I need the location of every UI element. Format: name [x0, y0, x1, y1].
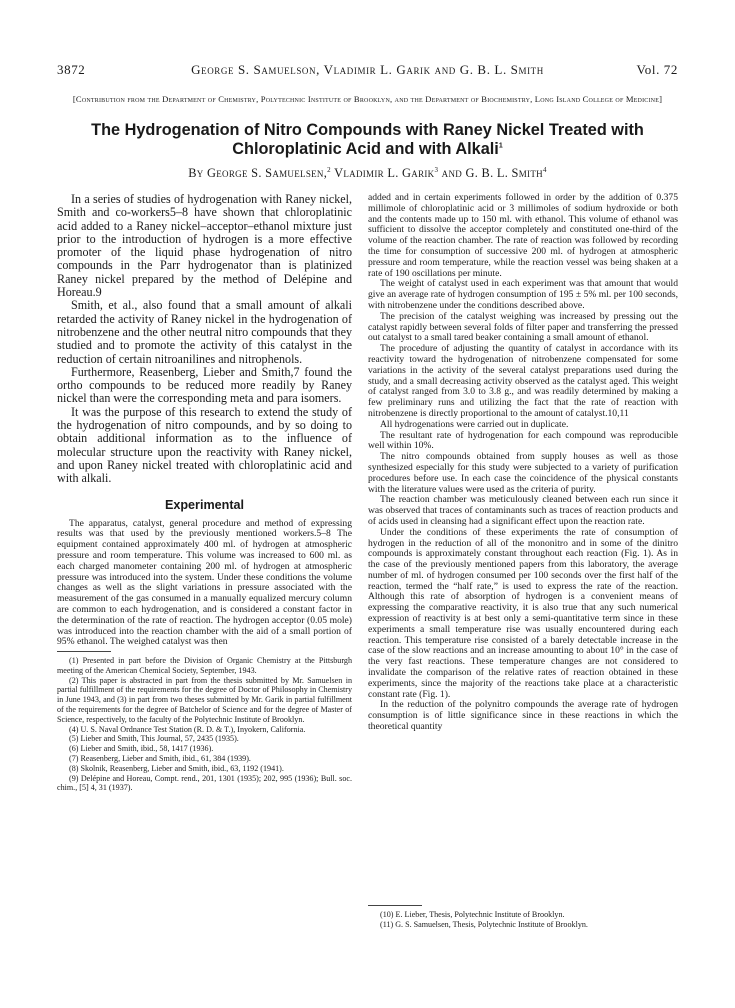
- running-head: [57, 62, 678, 80]
- right-paragraph-10: In the reduction of the polynitro compounds the average rate of hydrogen consumption is of little significance since in these reactions in which the theoretical quantity: [368, 699, 678, 733]
- right-footnotes: [368, 902, 678, 930]
- intro-paragraph-3: Furthermore, Reasenberg, Lieber and Smith,7 found the ortho compounds to be reduced more readily by Raney nickel than were the corresponding meta and para isomers.: [57, 364, 352, 406]
- footnote-divider-right: [368, 905, 422, 906]
- intro-paragraph-4: It was the purpose of this research to extend the study of the hydrogenation of nitro compounds, and by so doing to obtain additional information as to the influence of molecular structure upon the reactivity with Raney nickel, and upon Raney nickel treated with chloroplatinic acid and with alkali.: [57, 404, 352, 486]
- left-column: [57, 193, 352, 793]
- footnote-10: (10) E. Lieber, Thesis, Polytechnic Institute of Brooklyn.: [380, 910, 565, 919]
- section-heading-experimental: Experimental: [164, 497, 245, 512]
- right-paragraph-2: The weight of catalyst used in each experiment was that amount that would give an average rate of hydrogen consumption of 195 ± 5% ml. per 100 seconds, with nitrobenzene under the conditions described above.: [368, 278, 678, 311]
- contribution-line: [Contribution from the Department of Chemistry, Polytechnic Institute of Brooklyn, and the Department of Biochemistry, Long Island College of Medicine]: [72, 94, 663, 104]
- article-title-text: The Hydrogenation of Nitro Compounds with Raney Nickel Treated with Chloroplatinic Acid and with Alkali: [91, 121, 644, 158]
- footnote-9: (9) Delépine and Horeau, Compt. rend., 201, 1301 (1935); 202, 995 (1936); Bull. soc. chim., [5] 4, 31 (1937).: [57, 773, 352, 793]
- right-paragraph-8: The reaction chamber was meticulously cleaned between each run since it was observed that traces of contaminants such as traces of reaction products and of acids used in cleansing had a significant effect upon the reaction rate.: [368, 494, 678, 527]
- footnote-5: (5) Lieber and Smith, This Journal, 57, 2435 (1935).: [69, 734, 239, 744]
- footnote-2: (2) This paper is abstracted in part from the thesis submitted by Mr. Samuelsen in partial fulfillment of the requirements for the degree of Doctor of Philosophy in Chemistry in June 1943, and (3) in part from two theses submitted by Mr. Garik in partial fulfillment of the requirements for the degree of Batchelor of Science and for the degree of Master of Science, respectively, to the faculty of the Polytechnic Institute of Brooklyn.: [57, 675, 352, 724]
- right-paragraph-4: The procedure of adjusting the quantity of catalyst in accordance with its reactivity toward the hydrogenation of nitrobenzene compensated for some variations in the activity of the several catalyst preparations used during the study, and a small decreasing activity observed as the catalyst aged. This weight of catalyst ranged from 3.0 to 3.8 g., and was readily determined by making a few preliminary runs and utilizing the fact that the rate of reaction with nitrobenzene is directly proportional to the amount of catalyst.10,11: [368, 343, 678, 419]
- byline-fn-4: 4: [542, 165, 547, 174]
- intro-paragraph-1: In a series of studies of hydrogenation with Raney nickel, Smith and co-workers5–8 have shown that chloroplatinic acid added to a Raney nickel–acceptor–ethanol mixture just prior to the introduction of hydrogen is a more effective promoter of the liquid phase hydrogenation of nitro compounds in the Parr hydrogenator than is platinized Raney nickel prepared by the method of Delépine and Horeau.9: [57, 192, 352, 300]
- byline-fn-3: 3: [434, 165, 439, 174]
- footnote-4: (4) U. S. Naval Ordnance Test Station (R. D. & T.), Inyokern, California.: [69, 724, 306, 734]
- right-paragraph-9: Under the conditions of these experiments the rate of consumption of hydrogen in the reduction of all of the mononitro and in some of the dinitro compounds is approximately constant throughout each reaction (Fig. 1). As in the case of the previously mentioned papers from this laboratory, the average number of ml. of hydrogen consumed per 100 seconds over the first half of the reaction, termed the “half rate,” is used to express the rate of the reaction. Although this rate of absorption of hydrogen is a convenient means of expressing the comparative reactivity, it is also true that any such numerical expression of reactivity is at best only a semi-quantitative term since in these experiments a small temperature rise was usually encountered during each reaction. This temperature rise consisted of a barely detectable increase in the case of the slow reactions and an increase amounting to about 10° in the case of the very fast reactions. These temperature changes are not considered to invalidate the comparison of the relative rates of reaction obtained in these experiments, since the majority of the reactions take place at a characteristic constant rate (Fig. 1).: [368, 526, 678, 700]
- byline-fn-2: 2: [327, 165, 331, 174]
- intro-paragraph-2: Smith, et al., also found that a small amount of alkali retarded the activity of Raney nickel in the hydrogenation of nitrobenzene and the other neutral nitro compounds that they studied and to promote the activity of this catalyst in the reduction of certain nitroanilines and nitrophenols.: [57, 298, 352, 366]
- right-paragraph-5: All hydrogenations were carried out in duplicate.: [380, 418, 569, 430]
- byline-prefix: By George S. Samuelsen,: [188, 166, 328, 180]
- right-paragraph-3: The precision of the catalyst weighing was increased by pressing out the catalyst rapidly between several folds of filter paper and transferring the pressed out catalyst to a small tared beaker containing a small amount of ethanol.: [368, 310, 678, 344]
- right-paragraph-6: The resultant rate of hydrogenation for each compound was reproducible well within 10%.: [368, 429, 678, 452]
- experimental-paragraph: The apparatus, catalyst, general procedure and method of expressing results was that used by the previously mentioned workers.5–8 The equipment contained approximately 400 ml. of hydrogen at atmospheric pressure and room temperature. This volume was increased to 600 ml. as each charged manometer containing 200 ml. of hydrogen at atmospheric pressure was introduced into the system. Under these conditions the volume changes as well as the slight variations in pressure associated with the measurement of the gas consumed in a manually equalized mercury column are common to each hydrogenation, and is considered a constant factor in the determination of the rate of reaction. The hydrogen acceptor (0.05 mole) was introduced into the reaction chamber with the aid of a small portion of 95% ethanol. The weighed catalyst was then: [57, 517, 352, 648]
- page-number: 3872: [57, 62, 86, 77]
- footnote-7: (7) Reasenberg, Lieber and Smith, ibid., 61, 384 (1939).: [69, 754, 251, 764]
- footnote-1: (1) Presented in part before the Division of Organic Chemistry at the Pittsburgh meeting of the American Chemical Society, September, 1943.: [57, 656, 352, 675]
- footnote-8: (8) Skolnik, Reasenberg, Lieber and Smith, ibid., 63, 1192 (1941).: [69, 763, 284, 773]
- footnote-11: (11) G. S. Samuelsen, Thesis, Polytechnic Institute of Brooklyn.: [380, 919, 588, 929]
- right-column: [368, 193, 678, 733]
- right-paragraph-7: The nitro compounds obtained from supply houses as well as those synthesized especially for this study were subjected to a variety of purification procedures before use. In each case the coincidence of the physical constants with the literature values were used as the criteria of purity.: [368, 451, 678, 495]
- running-authors: George S. Samuelson, Vladimir L. Garik and G. B. L. Smith: [191, 62, 544, 77]
- byline-middle: Vladimir L. Garik: [330, 166, 435, 180]
- footnote-6: (6) Lieber and Smith, ibid., 58, 1417 (1936).: [69, 744, 214, 754]
- volume-label: Vol. 72: [636, 62, 678, 77]
- article-title: [70, 121, 665, 159]
- byline: [57, 166, 678, 181]
- byline-suffix: and G. B. L. Smith: [438, 166, 543, 180]
- footnote-divider: [57, 651, 111, 652]
- title-footnote-mark: 1: [498, 142, 503, 150]
- right-paragraph-1: added and in certain experiments followed in order by the addition of 0.375 millimole of chloroplatinic acid or 3 millimoles of sodium hydroxide or both and the contents made up to 150 ml. with ethanol. This volume of ethanol was sufficient to dissolve the acceptor completely and constituted one-third of the volume of the reaction chamber. The rate of reaction was followed by recording the time for consumption of successive 200 ml. of hydrogen at atmospheric pressure and room temperature, while the reaction vessel was being shaken at a rate of 190 oscillations per minute.: [368, 192, 678, 279]
